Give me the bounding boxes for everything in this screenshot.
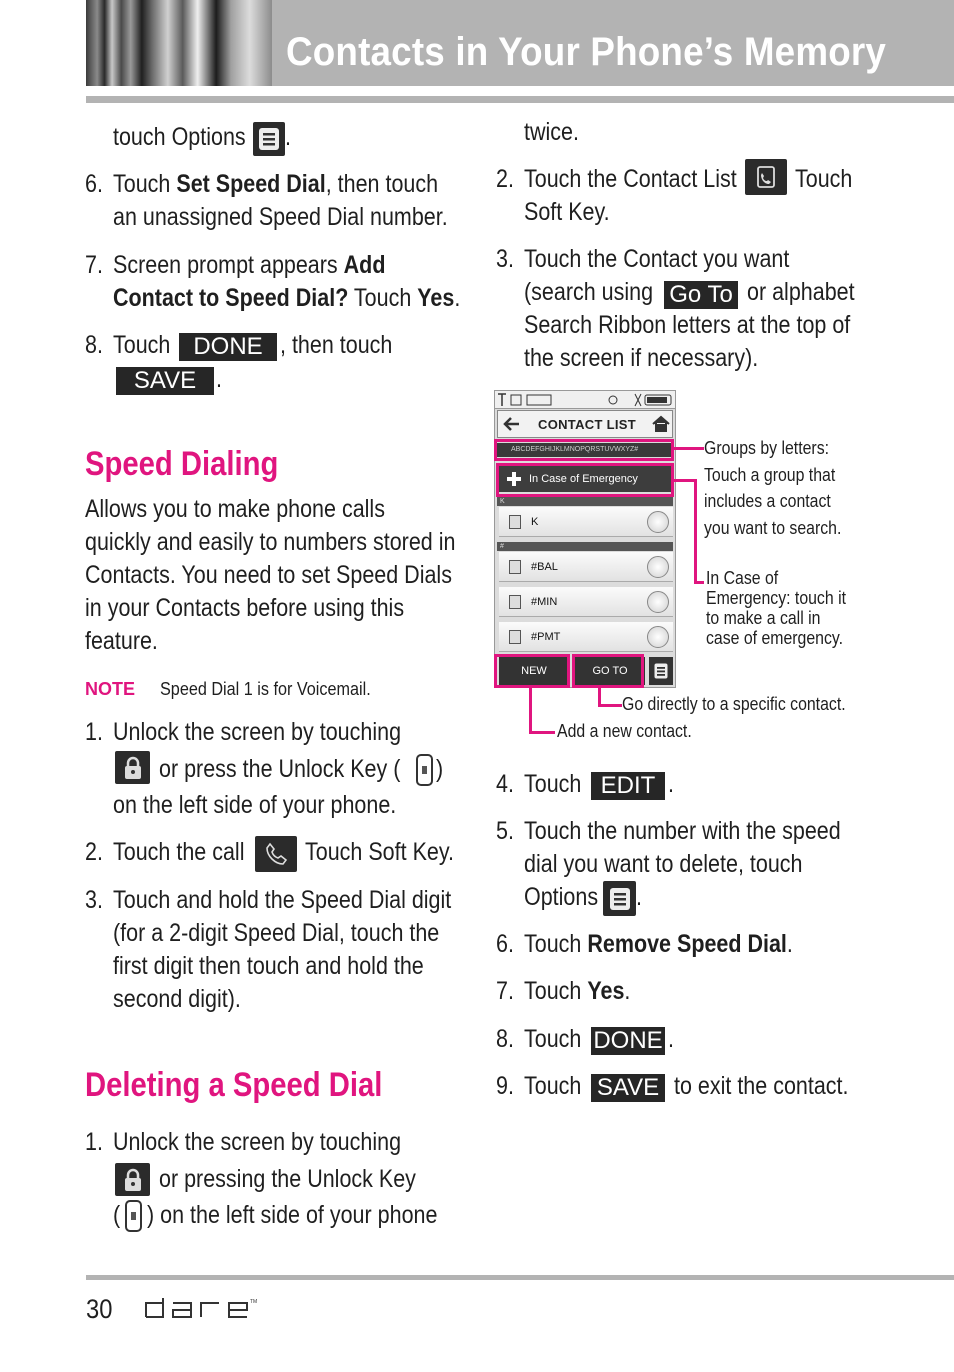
phone-call-icon [255, 836, 297, 872]
phone-options-softkey [649, 657, 673, 685]
options-icon [654, 663, 668, 679]
body-line: quickly and easily to numbers stored in [85, 528, 456, 556]
step-number: 8. [85, 331, 103, 359]
step-number: 7. [496, 977, 514, 1005]
r-step3-line2-pre: (search using [524, 278, 654, 306]
phone-status-bar [495, 391, 675, 409]
svg-text:TM: TM [250, 1299, 258, 1305]
edit-key: EDIT [591, 772, 665, 800]
r-step7: Touch Yes. [524, 977, 631, 1005]
leader-line [694, 581, 704, 584]
step-number: 6. [85, 170, 103, 198]
step-number: 3. [496, 245, 514, 273]
r-step8-pre: Touch [524, 1025, 582, 1053]
contact-list-icon [745, 159, 787, 195]
done-key: DONE [179, 333, 277, 361]
r-step5-line2: dial you want to delete, touch [524, 850, 803, 878]
step6-line2: an unassigned Speed Dial number. [113, 203, 448, 231]
highlight-goto [572, 654, 644, 688]
leader-line [529, 731, 555, 734]
r-step6: Touch Remove Speed Dial. [524, 930, 793, 958]
phone-contact-row [499, 552, 673, 582]
highlight-ice [496, 463, 674, 497]
note-text: Speed Dial 1 is for Voicemail. [160, 679, 371, 699]
r-step2-line2: Soft Key. [524, 198, 610, 226]
options-icon [603, 881, 636, 916]
body-line: Contacts. You need to set Speed Dials [85, 561, 452, 589]
callout-ice: to make a call in [706, 608, 821, 628]
sd-step2-pre: Touch the call [113, 838, 245, 866]
call-icon [647, 626, 669, 648]
phone-contact-name: #MIN [531, 596, 558, 608]
step-number: 5. [496, 817, 514, 845]
step-number: 3. [85, 886, 103, 914]
phone-group-separator: K [497, 497, 673, 506]
phone-contact-name: #BAL [531, 561, 558, 573]
callout-groups: Groups by letters: [704, 438, 830, 458]
phone-ice-label: In Case of Emergency [529, 473, 638, 485]
del-step1-line1: Unlock the screen by touching [113, 1128, 402, 1156]
call-icon [647, 511, 669, 533]
lock-icon [115, 751, 150, 784]
step8-end: . [216, 365, 222, 393]
alphabet-ribbon: ABCDEFGHIJKLMNOPQRSTUVWXYZ# [497, 443, 673, 457]
step-number: 4. [496, 770, 514, 798]
r-step3-line1: Touch the Contact you want [524, 245, 790, 273]
phone-group-separator: # [497, 542, 673, 551]
r-step5-end: . [636, 883, 642, 911]
back-arrow-icon [501, 414, 523, 434]
phone-title-bar [497, 410, 673, 438]
step6-line1: Touch Set Speed Dial, then touch [113, 170, 439, 198]
unlock-key-icon [125, 1200, 142, 1232]
sd-step3-line: Touch and hold the Speed Dial digit [113, 886, 452, 914]
header-rule [86, 96, 954, 103]
phone-screenshot [494, 390, 676, 688]
contact-icon [509, 595, 521, 609]
call-icon [647, 556, 669, 578]
sd-step1-paren: ) [436, 755, 444, 783]
section-heading-speed-dialing: Speed Dialing [85, 445, 279, 483]
section-heading-deleting: Deleting a Speed Dial [85, 1066, 383, 1104]
leader-line [598, 704, 622, 707]
sd-step1-line2: or press the Unlock Key ( [159, 755, 401, 783]
callout-groups: Touch a group that [704, 465, 836, 485]
callout-ice: In Case of [706, 568, 779, 588]
del-step1-line2: or pressing the Unlock Key [159, 1165, 416, 1193]
r-step9-pre: Touch [524, 1072, 582, 1100]
r-step5-line1: Touch the number with the speed [524, 817, 841, 845]
del-step1-open-paren: ( [113, 1201, 121, 1229]
phone-goto-softkey: GO TO [575, 657, 645, 685]
r-step9-post: to exit the contact. [674, 1072, 849, 1100]
r-step2-pre: Touch the Contact List [524, 165, 737, 193]
save-key: SAVE [116, 367, 214, 395]
phone-contact-row [499, 587, 673, 617]
contact-icon [509, 515, 521, 529]
callout-groups: includes a contact [704, 491, 831, 511]
step-number: 1. [85, 1128, 103, 1156]
r-step8-end: . [668, 1025, 674, 1053]
body-line: in your Contacts before using this [85, 594, 405, 622]
sd-step2-post: Touch Soft Key. [305, 838, 454, 866]
contact-icon [509, 630, 521, 644]
step-number: 7. [85, 251, 103, 279]
continued-text: twice. [524, 118, 579, 146]
sd-step1-line1: Unlock the screen by touching [113, 718, 402, 746]
save-key: SAVE [591, 1074, 665, 1102]
body-line: feature. [85, 627, 158, 655]
step7-line1: Screen prompt appears Add [113, 251, 386, 279]
leader-line [529, 688, 532, 734]
highlight-new [494, 654, 570, 688]
intro-end: . [285, 123, 291, 151]
phone-contact-row [499, 507, 673, 537]
intro-text: touch Options [113, 123, 246, 151]
r-step3-line2-post: or alphabet [747, 278, 855, 306]
page-number: 30 [86, 1294, 113, 1324]
phone-contact-name: K [531, 516, 539, 528]
phone-new-softkey: NEW [499, 657, 569, 685]
leader-line [674, 447, 704, 450]
callout-goto: Go directly to a specific contact. [622, 694, 846, 714]
sd-step3-line: (for a 2-digit Speed Dial, touch the [113, 919, 440, 947]
callout-new: Add a new contact. [557, 721, 692, 741]
call-icon [647, 591, 669, 613]
r-step4-end: . [668, 770, 674, 798]
phone-contact-name: #PMT [531, 631, 561, 643]
r-step3-line3: Search Ribbon letters at the top of [524, 311, 851, 339]
footer-rule [86, 1275, 954, 1280]
highlight-ribbon [494, 439, 674, 461]
step-number: 8. [496, 1025, 514, 1053]
options-icon [253, 122, 285, 156]
page-title: Contacts in Your Phone’s Memory [286, 30, 887, 74]
callout-groups: you want to search. [704, 518, 842, 538]
step7-line2: Contact to Speed Dial? Touch Yes. [113, 284, 461, 312]
step-number: 6. [496, 930, 514, 958]
sd-step3-line: second digit). [113, 985, 241, 1013]
step8-pre: Touch [113, 331, 171, 359]
r-step5-line3: Options [524, 883, 599, 911]
contact-icon [509, 560, 521, 574]
sd-step3-line: first digit then touch and hold the [113, 952, 424, 980]
phone-title: CONTACT LIST [538, 417, 636, 432]
sd-step1-line3: on the left side of your phone. [113, 791, 397, 819]
step8-post: , then touch [280, 331, 393, 359]
del-step1-line3: ) on the left side of your phone [147, 1201, 438, 1229]
step-number: 2. [496, 165, 514, 193]
done-key: DONE [591, 1027, 665, 1055]
unlock-key-icon [416, 754, 433, 786]
home-icon [651, 414, 671, 434]
go-to-key: Go To [664, 281, 738, 309]
brand-logo [143, 1297, 258, 1326]
r-step4-pre: Touch [524, 770, 582, 798]
r-step3-line4: the screen if necessary). [524, 344, 759, 372]
lock-icon [115, 1163, 150, 1196]
body-line: Allows you to make phone calls [85, 495, 385, 523]
leader-line [694, 479, 697, 583]
header-photo [86, 0, 272, 86]
r-step2-post: Touch [795, 165, 853, 193]
step-number: 9. [496, 1072, 514, 1100]
callout-ice: case of emergency. [706, 628, 844, 648]
leader-line [674, 479, 696, 482]
callout-ice: Emergency: touch it [706, 588, 846, 608]
step-number: 1. [85, 718, 103, 746]
step-number: 2. [85, 838, 103, 866]
phone-contact-row [499, 622, 673, 652]
note-label: NOTE [85, 679, 136, 699]
